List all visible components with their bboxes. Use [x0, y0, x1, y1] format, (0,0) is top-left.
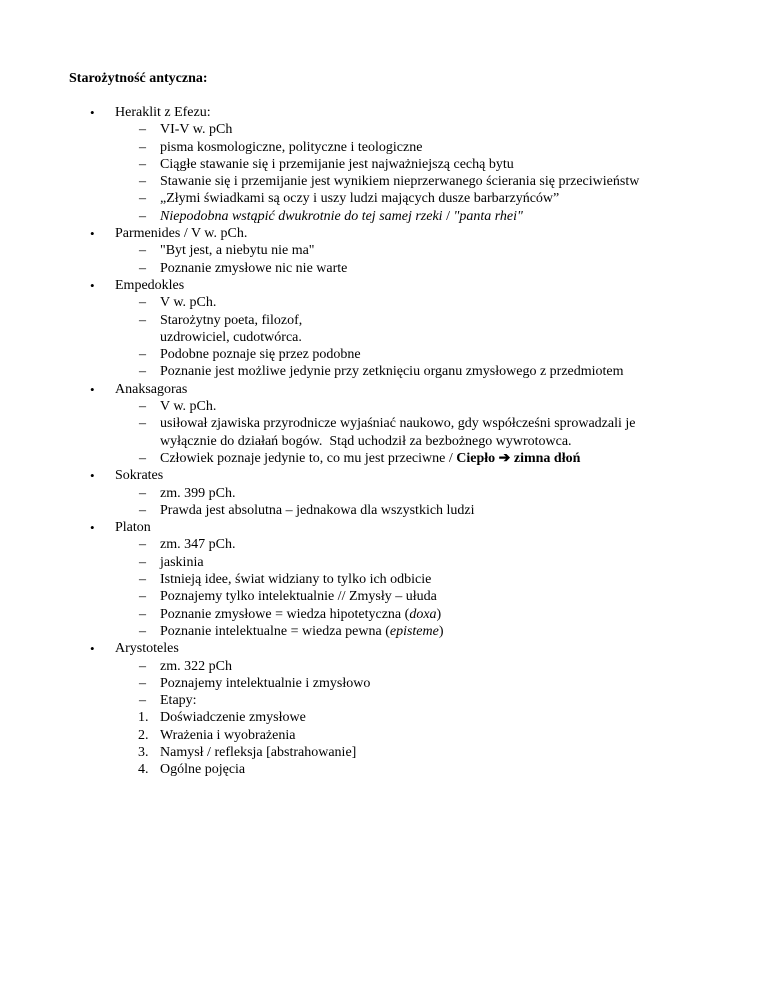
sub-item: – zm. 322 pCh	[139, 658, 232, 674]
numbered-step: 1. Doświadczenie zmysłowe	[138, 710, 306, 726]
sub-item: – usiłował zjawiska przyrodnicze wyjaśniać naukowo, gdy współcześni sprowadzali je wyłącznie do działań bogów. Stąd uchodził za bezbożnego wywrotowca.	[139, 416, 639, 449]
dash-icon: –	[139, 572, 146, 588]
sub-item: – jaskinia	[139, 554, 204, 570]
sub-item: – Stawanie się i przemijanie jest wynikiem nieprzerwanego ścierania się przeciwieństw	[139, 174, 640, 190]
list-item-empedokles: • Empedokles	[90, 277, 185, 293]
bullet-icon: •	[90, 105, 95, 120]
sub-item-panta-rhei: – Niepodobna wstąpić dwukrotnie do tej samej rzeki / "panta rhei"	[139, 208, 523, 224]
dash-icon: –	[139, 658, 146, 674]
numbered-step: 4. Ogólne pojęcia	[138, 762, 246, 778]
dash-icon: –	[139, 156, 146, 172]
dash-icon: –	[139, 450, 146, 466]
dash-icon: –	[139, 347, 146, 363]
sub-item: – Starożytny poeta, filozof, uzdrowiciel, cudotwórca.	[139, 312, 303, 345]
dash-icon: –	[139, 537, 146, 553]
sub-item: – Prawda jest absolutna – jednakowa dla wszystkich ludzi	[139, 502, 475, 518]
dash-icon: –	[139, 399, 146, 415]
dash-icon: –	[139, 589, 146, 605]
sub-item: – V w. pCh.	[139, 295, 217, 311]
list-item-sokrates: • Sokrates	[90, 468, 164, 484]
sub-item-episteme: – Poznanie intelektualne = wiedza pewna (episteme)	[139, 623, 444, 639]
sub-item-doxa: – Poznanie zmysłowe = wiedza hipotetyczna (doxa)	[139, 606, 442, 622]
dash-icon: –	[139, 243, 146, 259]
arrow-right-icon: ➔	[498, 450, 511, 466]
sub-item: – zm. 347 pCh.	[139, 537, 236, 553]
quote-text: Niepodobna wstąpić dwukrotnie do tej samej rzeki	[160, 208, 443, 224]
dash-icon: –	[139, 623, 146, 639]
dash-icon: –	[139, 693, 146, 709]
sub-item: – Poznanie zmysłowe nic nie warte	[139, 260, 348, 276]
sub-item: – Ciągłe stawanie się i przemijanie jest najważniejszą cechą bytu	[139, 156, 514, 172]
list-item-arystoteles: • Arystoteles	[90, 641, 179, 657]
sub-item: – „Złymi świadkami są oczy i uszy ludzi mających dusze barbarzyńców”	[139, 191, 560, 207]
dash-icon: –	[139, 554, 146, 570]
page-title: Starożytność antyczna:	[69, 71, 208, 86]
dash-icon: –	[139, 312, 146, 328]
list-item-parmenides: • Parmenides / V w. pCh.	[90, 226, 248, 242]
numbered-step: 3. Namysł / refleksja [abstrahowanie]	[138, 744, 357, 760]
dash-icon: –	[139, 606, 146, 622]
sub-item: – "Byt jest, a niebytu nie ma"	[139, 243, 315, 259]
sub-item: – Poznajemy tylko intelektualnie // Zmysły – ułuda	[139, 589, 437, 605]
dash-icon: –	[139, 502, 146, 518]
dash-icon: –	[139, 416, 146, 432]
bullet-icon: •	[90, 520, 95, 536]
sub-item: – V w. pCh.	[139, 399, 217, 415]
dash-icon: –	[139, 364, 146, 380]
sub-item: – Podobne poznaje się przez podobne	[139, 347, 361, 363]
sub-item: – pisma kosmologiczne, polityczne i teologiczne	[139, 139, 423, 155]
dash-icon: –	[139, 260, 146, 276]
bullet-icon: •	[90, 468, 95, 484]
list-item-anaksagoras: • Anaksagoras	[90, 381, 188, 397]
dash-icon: –	[139, 208, 146, 224]
sub-item: – Człowiek poznaje jedynie to, co mu jest przeciwne / Ciepło ➔ zimna dłoń	[139, 450, 581, 466]
list-item-platon: • Platon	[90, 520, 151, 536]
sub-item: – zm. 399 pCh.	[139, 485, 236, 501]
philosophers-list	[0, 104, 760, 779]
sub-item: – Poznajemy intelektualnie i zmysłowo	[139, 675, 371, 691]
sub-item: – Poznanie jest możliwe jedynie przy zetknięciu organu zmysłowego z przedmiotem	[139, 364, 624, 380]
bullet-icon: •	[90, 226, 95, 242]
bullet-icon: •	[90, 277, 95, 293]
numbered-step: 2. Wrażenia i wyobrażenia	[138, 727, 296, 743]
dash-icon: –	[139, 675, 146, 691]
sub-item: – VI-V w. pCh	[139, 122, 233, 138]
list-item-heraklit: • Heraklit z Efezu:	[90, 105, 211, 120]
dash-icon: –	[139, 485, 146, 501]
bullet-icon: •	[90, 641, 95, 657]
bullet-icon: •	[90, 381, 95, 397]
dash-icon: –	[139, 122, 146, 138]
dash-icon: –	[139, 139, 146, 155]
sub-item: – Istnieją idee, świat widziany to tylko ich odbicie	[139, 572, 432, 588]
sub-item: – Etapy:	[139, 693, 197, 709]
dash-icon: –	[139, 191, 146, 207]
dash-icon: –	[139, 295, 146, 311]
dash-icon: –	[139, 174, 146, 190]
